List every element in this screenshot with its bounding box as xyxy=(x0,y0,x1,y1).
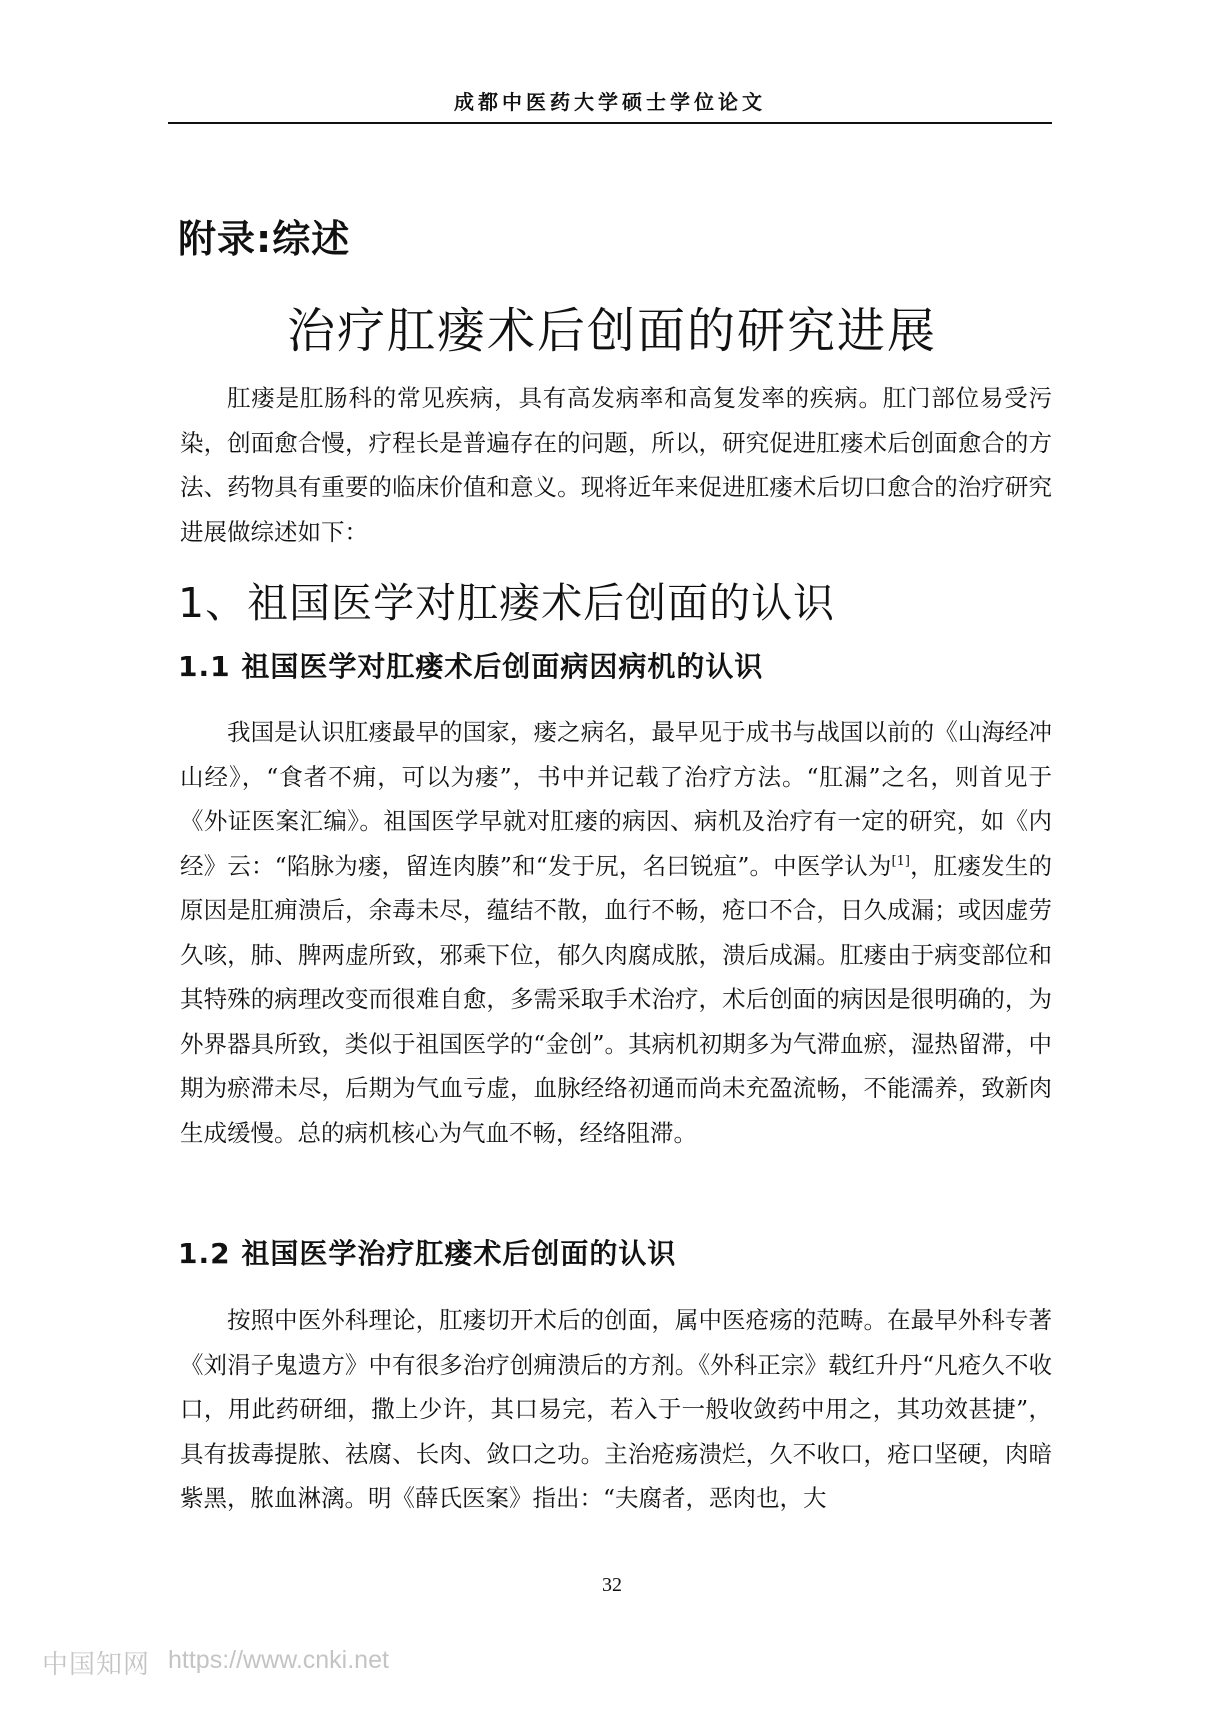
appendix-title: 附录:综述 xyxy=(178,217,351,261)
running-header: 成都中医药大学硕士学位论文 xyxy=(454,90,766,114)
paragraph-text: ，肛瘘发生的原因是肛痈溃后，余毒未尽，蕴结不散，血行不畅，疮口不合，日久成漏；或因虚劳久咳，肺、脾两虚所致，邪乘下位，郁久肉腐成脓，溃后成漏。肛瘘由于病变部位和其特殊的病理改变而很难自愈，多需采取手术治疗，术后创面的病因是很明确的，为外界器具所致，类似于祖国医学的“金创”。其病机初期多为气滞血瘀，湿热留滞，中期为瘀滞未尽，后期为气血亏虚，血脉经络初通而尚未充盈流畅，不能濡养，致新肉生成缓慢。总的病机核心为气血不畅，经络阻滞。 xyxy=(180,851,1052,1147)
subsection-1-2-heading: 1.2 祖国医学治疗肛瘘术后创面的认识 xyxy=(178,1237,677,1270)
watermark-brand: 中国知网 xyxy=(42,1650,151,1680)
paragraph-text: 我国是认识肛瘘最早的国家，瘘之病名，最早见于成书与战国以前的《山海经冲山经》，“食者不痈，可以为瘘”，书中并记载了治疗方法。“肛漏”之名，则首见于《外证医案汇编》。祖国医学早就对肛瘘的病因、病机及治疗有一定的研究，如《内经》云：“陷脉为瘘，留连肉腠”和“发于尻，名曰锐疽”。中医学认为 xyxy=(180,718,1052,880)
section-1-heading: 1、祖国医学对肛瘘术后创面的认识 xyxy=(178,579,836,627)
intro-paragraph: 肛瘘是肛肠科的常见疾病，具有高发病率和高复发率的疾病。肛门部位易受污染，创面愈合慢，疗程长是普遍存在的问题，所以，研究促进肛瘘术后创面愈合的方法、药物具有重要的临床价值和意义。现将近年来促进肛瘘术后切口愈合的治疗研究进展做综述如下： xyxy=(180,384,1052,546)
subsection-1-2-paragraph: 按照中医外科理论，肛瘘切开术后的创面，属中医疮疡的范畴。在最早外科专著《刘涓子鬼遗方》中有很多治疗创痈溃后的方剂。《外科正宗》载红升丹“凡疮久不收口，用此药研细，撒上少许，其口易完，若入于一般收敛药中用之，其功效甚捷”，具有拔毒提脓、祛腐、长肉、敛口之功。主治疮疡溃烂，久不收口，疮口坚硬，肉暗紫黑，脓血淋漓。明《薛氏医案》指出：“夫腐者，恶肉也，大 xyxy=(180,1306,1052,1512)
citation-marker: [1] xyxy=(891,853,910,869)
subsection-1-1-paragraph xyxy=(180,710,1052,1155)
watermark-url: https://www.cnki.net xyxy=(168,1646,389,1674)
article-title: 治疗肛瘘术后创面的研究进展 xyxy=(286,303,937,359)
header-rule xyxy=(168,122,1052,124)
page-number: 32 xyxy=(602,1574,622,1596)
subsection-1-1-heading: 1.1 祖国医学对肛瘘术后创面病因病机的认识 xyxy=(178,650,764,683)
